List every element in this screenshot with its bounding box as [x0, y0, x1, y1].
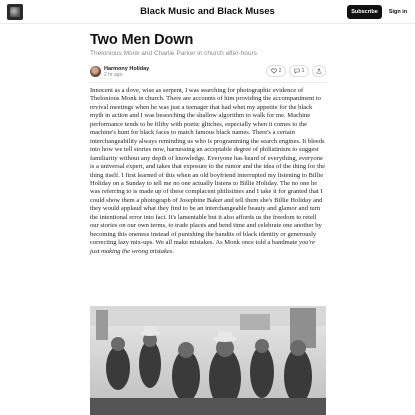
heart-icon: [271, 68, 277, 74]
post-body-end: .: [172, 247, 174, 255]
post-actions: [266, 65, 326, 77]
post-body-text: Innocent as a dove, wise as serpent, I was searching for photographic evidence of Thelonious Monk in church. There are accounts of him providing the accompaniment to revival meetings when he was just a teenager that had whet my appetite for the black myth in action and I was beseeching the shallow algorithm to walk for me. Machine performance tends to be filthy with poetic glitches, especially when it comes to the machine's hunt for black faces to match famous black names. There's a certain interchangeability always reminding us who is programming the search engines. It bleeds into how we tell stories now, harnessing an acceptable degree of philistinism to suggest familiarity without any depth of knowledge. Everyone has heard of everything, everyone is a universal expert, and takes that exposure to the rumor and the idea of the thing for the thing itself. I first learned of this when an old boyfriend interrupted my listening to Billie Holiday on a Sunday to tell me no one actually listens to Billie Holiday. The no one he was referring to is made up of these complacent philistines and I take it for granted that I could show them a photograph of Josephine Baker and tell them she's Billie Holiday and they would applaud what they find to be an interchangeable beauty and glamor and turn the intentional error into fact. It's lamentable but it also affords us the freedom to retell our stories on our own terms, to trade places and bend time and celebrate one another by becoming this oneness instead of punishing the bandits of black identity or generously correcting lazy mix-ups. We all make mistakes. As Monk once told a bandmate: [90, 87, 326, 247]
post-photo[interactable]: [90, 306, 326, 415]
post-body: [90, 87, 326, 256]
subscribe-button[interactable]: Subscribe: [347, 5, 382, 19]
crowd-photograph: [90, 306, 326, 415]
post-subtitle: Thelonious Monk and Charlie Parker in church after-hours: [90, 50, 257, 57]
publication-title[interactable]: Black Music and Black Muses: [140, 6, 275, 17]
comment-icon: [294, 68, 300, 74]
like-button[interactable]: [266, 65, 286, 77]
comment-button[interactable]: [289, 65, 309, 77]
like-count: 2: [278, 68, 282, 74]
share-button[interactable]: [312, 65, 326, 77]
top-navigation-bar: [0, 0, 415, 24]
post-meta: [90, 66, 326, 80]
author-avatar[interactable]: [90, 66, 101, 77]
post-body-italic: you're just making the wrong mistakes: [90, 239, 316, 255]
meta-divider: [90, 82, 326, 83]
share-icon: [316, 68, 322, 74]
sign-in-button[interactable]: Sign in: [388, 9, 408, 15]
post-title: Two Men Down: [90, 32, 194, 48]
comment-count: 1: [301, 68, 305, 74]
post-date: 2 hr ago: [104, 72, 123, 78]
author-name[interactable]: Harmony Holiday: [104, 66, 150, 72]
